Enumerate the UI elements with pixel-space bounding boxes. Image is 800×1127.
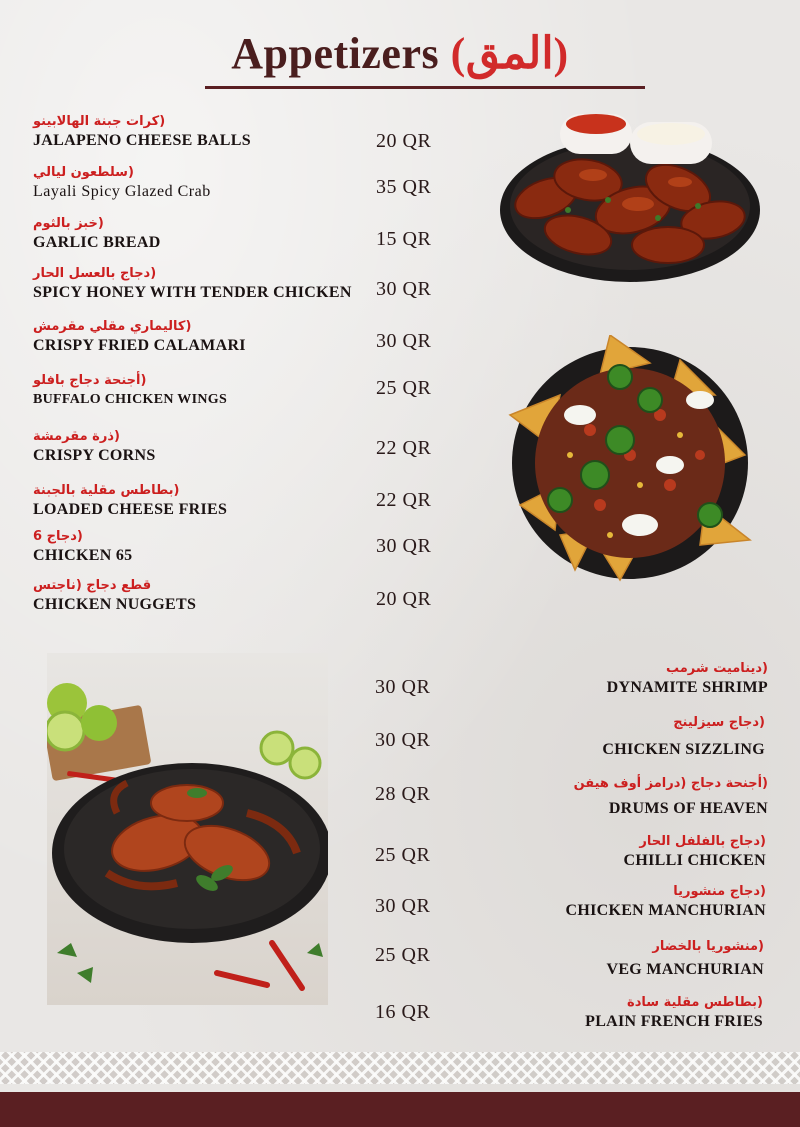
item-english: CRISPY FRIED CALAMARI: [33, 337, 246, 354]
item-english: CHICKEN NUGGETS: [33, 596, 197, 613]
item-english: PLAIN FRENCH FRIES: [585, 1013, 763, 1030]
menu-item-layali-crab: [33, 164, 211, 202]
item-arabic: (كاليماري مقلي مقرمش: [33, 319, 192, 334]
decorative-pattern-band: [0, 1052, 800, 1084]
footer-bar: [0, 1092, 800, 1127]
spicy-crab-photo: [47, 653, 328, 1005]
item-price: 30 QR: [375, 729, 431, 751]
item-english: LOADED CHEESE FRIES: [33, 501, 228, 518]
item-price: 30 QR: [376, 330, 432, 352]
item-price: 22 QR: [376, 489, 432, 511]
menu-item-crispy-corns: [33, 428, 156, 466]
item-english: SPICY HONEY WITH TENDER CHICKEN: [33, 284, 352, 301]
item-arabic: (كرات جبنة الهالابينو: [33, 114, 166, 129]
item-price: 30 QR: [376, 535, 432, 557]
menu-item-garlic-bread: [33, 215, 161, 253]
item-arabic: (سلطعون ليالي: [33, 165, 134, 180]
item-arabic: (بطاطس مقلية سادة: [627, 995, 763, 1010]
item-arabic: (أجنحة دجاج بافلو: [33, 373, 147, 388]
item-english: CHICKEN SIZZLING: [602, 741, 765, 758]
menu-item-veg-manchurian: [606, 938, 764, 980]
item-arabic: (ذرة مقرمشة: [33, 429, 120, 444]
item-price: 35 QR: [376, 176, 432, 198]
item-price: 15 QR: [376, 228, 432, 250]
item-arabic: (أجنحة دجاج (درامز أوف هيفن: [573, 776, 768, 791]
item-arabic: (ديناميت شرمب: [665, 661, 768, 676]
menu-item-drums-of-heaven: [574, 775, 768, 819]
item-arabic: (دجاج بالعسل الحار: [33, 266, 157, 281]
item-arabic: (خبز بالثوم: [33, 216, 104, 231]
item-price: 30 QR: [375, 895, 431, 917]
item-arabic: (منشوريا بالخضار: [652, 939, 764, 954]
menu-item-loaded-cheese-fries: [33, 482, 227, 520]
item-price: 20 QR: [376, 130, 432, 152]
item-arabic: قطع دجاج (ناجتس: [33, 578, 152, 593]
item-arabic: (دجاج 6: [33, 529, 83, 544]
menu-item-fried-calamari: [33, 318, 246, 356]
nachos-photo: [500, 335, 760, 585]
item-english: DRUMS OF HEAVEN: [608, 800, 768, 817]
item-price: 25 QR: [376, 377, 432, 399]
chicken-wings-photo: [498, 110, 766, 290]
menu-item-chicken-manchurian: [565, 883, 766, 921]
item-english: JALAPENO CHEESE BALLS: [33, 132, 251, 149]
item-price: 25 QR: [375, 944, 431, 966]
item-arabic: (دجاج بالفلفل الحار: [639, 834, 766, 849]
item-english: CRISPY CORNS: [33, 447, 156, 464]
item-arabic: (دجاج سيزلينج: [673, 715, 765, 730]
item-price: 25 QR: [375, 844, 431, 866]
menu-item-chilli-chicken: [624, 833, 766, 871]
menu-item-spicy-honey-chicken: [33, 265, 352, 303]
page-title: [0, 28, 800, 79]
item-english: Layali Spicy Glazed Crab: [33, 183, 211, 200]
menu-item-jalapeno-cheese-balls: [33, 113, 251, 151]
item-english: DYNAMITE SHRIMP: [606, 679, 768, 696]
item-arabic: (دجاج منشوريا: [673, 884, 766, 899]
menu-item-dynamite-shrimp: [607, 660, 768, 698]
item-price: 28 QR: [375, 783, 431, 805]
item-english: BUFFALO CHICKEN WINGS: [33, 392, 228, 407]
menu-item-plain-french-fries: [585, 994, 763, 1032]
item-price: 30 QR: [375, 676, 431, 698]
title-english: Appetizers: [231, 29, 440, 78]
item-price: 30 QR: [376, 278, 432, 300]
title-underline: [205, 86, 645, 89]
menu-item-chicken-sizzling: [602, 714, 765, 760]
item-english: CHICKEN 65: [33, 547, 133, 564]
item-english: GARLIC BREAD: [33, 234, 161, 251]
menu-item-chicken-nuggets: [33, 577, 196, 615]
menu-item-buffalo-wings: [33, 372, 227, 410]
item-price: 16 QR: [375, 1001, 431, 1023]
menu-item-chicken-65: [33, 528, 132, 566]
item-english: CHILLI CHICKEN: [623, 852, 766, 869]
item-english: VEG MANCHURIAN: [606, 961, 764, 978]
item-arabic: (بطاطس مقلية بالجبنة: [33, 483, 180, 498]
item-price: 22 QR: [376, 437, 432, 459]
title-arabic: (المق): [450, 29, 569, 78]
item-english: CHICKEN MANCHURIAN: [565, 902, 766, 919]
item-price: 20 QR: [376, 588, 432, 610]
